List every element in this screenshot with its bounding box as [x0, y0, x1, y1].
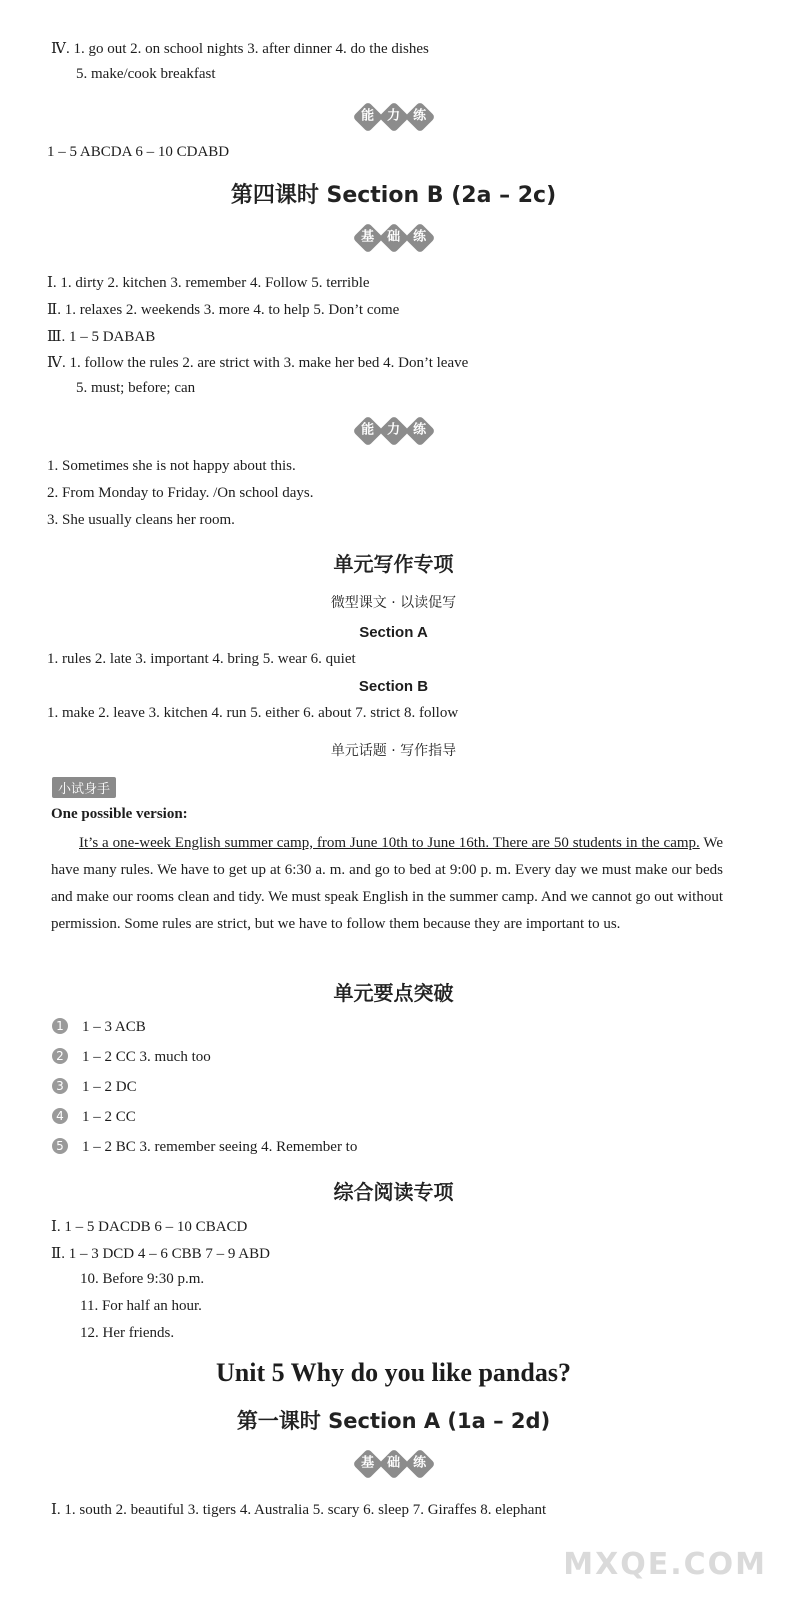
watermark: MXQE.COM	[563, 1547, 767, 1582]
number-circle-icon: 1	[52, 1018, 68, 1034]
answer-line: 12. Her friends.	[80, 1325, 175, 1341]
number-circle-icon: 3	[52, 1078, 68, 1094]
answer-line: 10. Before 9:30 p.m.	[80, 1271, 205, 1287]
answer-line: Ⅱ. 1 – 3 DCD 4 – 6 CBB 7 – 9 ABD	[51, 1246, 270, 1262]
answer-line: Ⅱ. 1. relaxes 2. weekends 3. more 4. to help 5. Don’t come	[47, 302, 400, 318]
answer-line: Ⅳ. 1. go out 2. on school nights 3. after dinner 4. do the dishes	[51, 41, 429, 57]
sample-essay	[51, 830, 723, 938]
writing-section-title: 单元写作专项	[333, 552, 454, 576]
keypoint-item: 2 1 – 2 CC 3. much too	[52, 1048, 211, 1066]
answer-line: 3. She usually cleans her room.	[47, 512, 235, 528]
answer-line: 1 – 5 ABCDA 6 – 10 CDABD	[47, 144, 230, 160]
answer-line: 1. make 2. leave 3. kitchen 4. run 5. either 6. about 7. strict 8. follow	[47, 705, 459, 721]
essay-underlined: It’s a one-week English summer camp, from June 10th to June 16th. There are 50 students in the camp.	[79, 835, 700, 851]
unit-title: Unit 5 Why do you like pandas?	[216, 1358, 571, 1387]
number-circle-icon: 4	[52, 1108, 68, 1124]
keypoint-item: 1 1 – 3 ACB	[52, 1018, 146, 1036]
reading-title: 综合阅读专项	[333, 1180, 454, 1204]
keypoint-item: 4 1 – 2 CC	[52, 1108, 136, 1126]
answer-line: 1. rules 2. late 3. important 4. bring 5. wear 6. quiet	[47, 651, 356, 667]
section-b-label: Section B	[358, 678, 429, 695]
answer-line: Ⅰ. 1. dirty 2. kitchen 3. remember 4. Follow 5. terrible	[47, 275, 370, 291]
ability-practice-badge: 能 力 练	[0, 106, 787, 130]
micro-text-subtitle: 微型课文 · 以读促写	[330, 595, 457, 611]
lesson-title: 第一课时 Section A (1a – 2d)	[236, 1409, 551, 1433]
basic-practice-badge: 基 础 练	[0, 1453, 787, 1477]
answer-line: Ⅰ. 1 – 5 DACDB 6 – 10 CBACD	[51, 1219, 248, 1235]
keypoint-item: 3 1 – 2 DC	[52, 1078, 137, 1096]
writing-guide-subtitle: 单元话题 · 写作指导	[330, 743, 457, 759]
answer-line: Ⅲ. 1 – 5 DABAB	[47, 329, 156, 345]
answer-line: 11. For half an hour.	[80, 1298, 202, 1314]
section-a-label: Section A	[359, 624, 428, 641]
ability-practice-badge: 能 力 练	[0, 420, 787, 444]
answer-line: Ⅰ. 1. south 2. beautiful 3. tigers 4. Australia 5. scary 6. sleep 7. Giraffes 8. elephant	[51, 1502, 547, 1518]
answer-line: 5. make/cook breakfast	[76, 66, 216, 82]
answer-line: 5. must; before; can	[76, 380, 196, 396]
basic-practice-badge: 基 础 练	[0, 227, 787, 251]
number-circle-icon: 5	[52, 1138, 68, 1154]
keypoints-title: 单元要点突破	[333, 981, 454, 1005]
lesson-title: 第四课时 Section B (2a – 2c)	[230, 183, 557, 208]
keypoint-item: 5 1 – 2 BC 3. remember seeing 4. Remember to	[52, 1138, 357, 1156]
answer-line: 2. From Monday to Friday. /On school days.	[47, 485, 314, 501]
try-it-tag: 小试身手	[52, 777, 116, 798]
number-circle-icon: 2	[52, 1048, 68, 1064]
version-label: One possible version:	[51, 806, 188, 822]
answer-line: 1. Sometimes she is not happy about this.	[47, 458, 296, 474]
answer-line: Ⅳ. 1. follow the rules 2. are strict with 3. make her bed 4. Don’t leave	[47, 355, 469, 371]
essay-body: We have many rules. We have to get up at 6:30 a. m. and go to bed at 9:00 p. m. Every day we must make our beds and make our rooms clean and tidy. We must speak English in the summer camp. And we cannot go out without permission. Some rules are strict, but we have to follow them because they are important to us.	[51, 835, 724, 932]
